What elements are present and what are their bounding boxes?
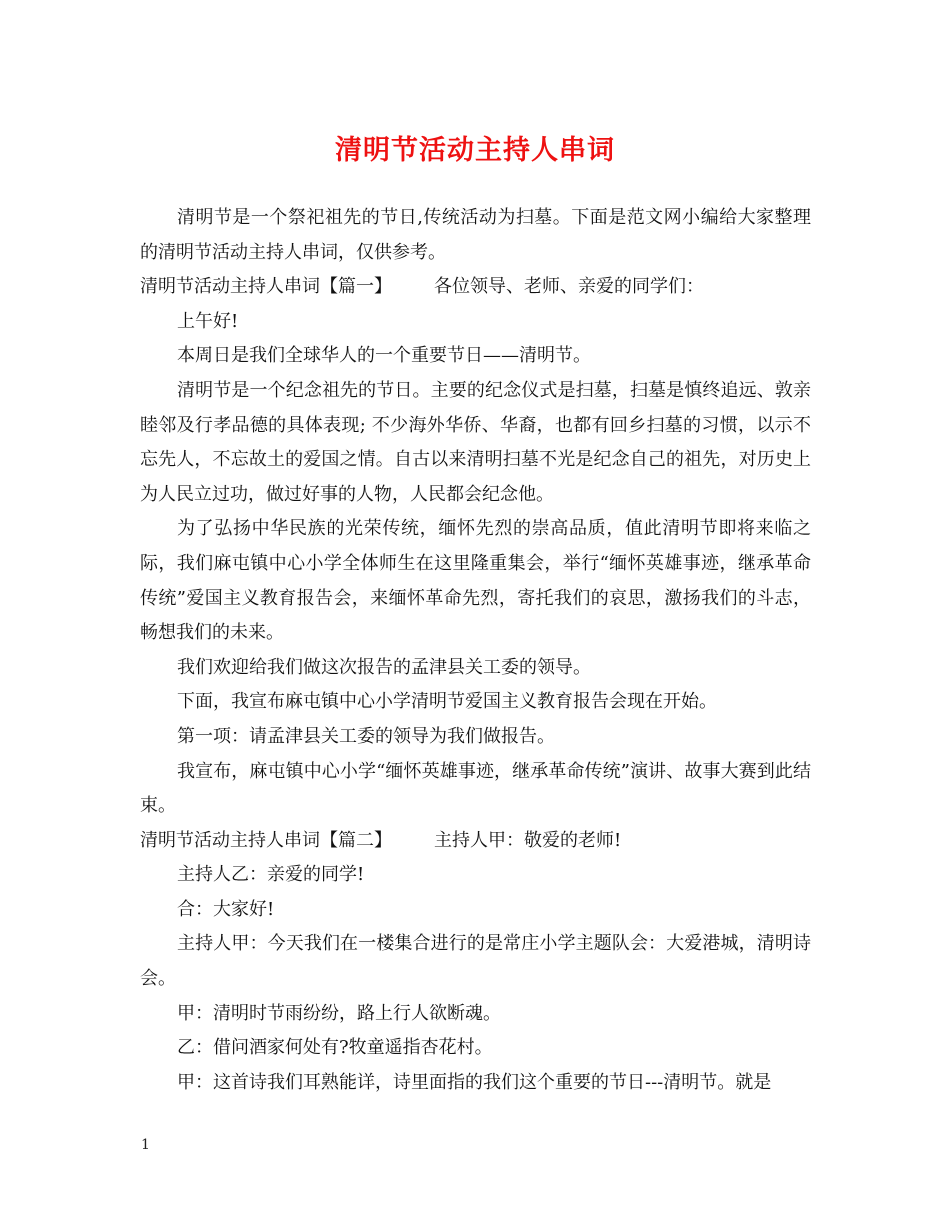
section-2-paragraph: 甲：这首诗我们耳熟能详，诗里面指的我们这个重要的节日---清明节。就是 xyxy=(177,1071,772,1093)
section-1-paragraph: 为了弘扬中华民族的光荣传统，缅怀先烈的崇高品质，值此清明节即将来临之际，我们麻屯镇中心小学全体师生在这里隆重集会，举行“缅怀英雄事迹，继承革命传统”爱国主义教育报告会，来缅怀革命先烈，寄托我们的哀思，激扬我们的斗志，畅想我们的未来。 xyxy=(140,518,811,644)
section-1-paragraph: 我宣布，麻屯镇中心小学“缅怀英雄事迹，继承革命传统”演讲、故事大赛到此结束。 xyxy=(140,760,811,817)
intro-paragraph: 清明节是一个祭祀祖先的节日,传统活动为扫墓。下面是范文网小编给大家整理的清明节活动主持人串词，仅供参考。 xyxy=(140,207,811,263)
section-1-paragraph: 我们欢迎给我们做这次报告的孟津县关工委的领导。 xyxy=(177,656,591,678)
section-2-paragraph: 主持人乙：亲爱的同学! xyxy=(177,864,365,886)
section-1-paragraph: 本周日是我们全球华人的一个重要节日——清明节。 xyxy=(177,345,591,367)
page-number: 1 xyxy=(141,1137,150,1153)
document-body xyxy=(140,201,811,1100)
section-2-greeting: 主持人甲：敬爱的老师! xyxy=(434,829,622,851)
section-1-paragraph: 上午好! xyxy=(177,310,239,332)
section-1-heading-line xyxy=(140,270,811,305)
section-2-heading-line xyxy=(140,824,811,859)
section-2-heading: 清明节活动主持人串词【篇二】 xyxy=(140,829,392,851)
section-2-paragraph: 合：大家好! xyxy=(177,898,275,920)
section-2-paragraph: 甲：清明时节雨纷纷，路上行人欲断魂。 xyxy=(177,1002,501,1024)
section-1-heading: 清明节活动主持人串词【篇一】 xyxy=(140,276,392,298)
section-2-paragraph: 乙：借问酒家何处有?牧童遥指杏花村。 xyxy=(177,1037,493,1059)
section-1-paragraph: 第一项：请孟津县关工委的领导为我们做报告。 xyxy=(177,725,555,747)
section-1-paragraph: 下面，我宣布麻屯镇中心小学清明节爱国主义教育报告会现在开始。 xyxy=(177,691,717,713)
section-1-paragraph: 清明节是一个纪念祖先的节日。主要的纪念仪式是扫墓，扫墓是慎终追远、敦亲睦邻及行孝品德的具体表现; 不少海外华侨、华裔，也都有回乡扫墓的习惯，以示不忘先人，不忘故土的爱国之情。自古以来清明扫墓不光是纪念自己的祖先，对历史上为人民立过功，做过好事的人物，人民都会纪念他。 xyxy=(140,379,811,505)
document-title: 清明节活动主持人串词 xyxy=(335,135,615,166)
section-2-paragraph: 主持人甲：今天我们在一楼集合进行的是常庄小学主题队会：大爱港城，清明诗会。 xyxy=(140,933,811,990)
section-1-greeting: 各位领导、老师、亲爱的同学们： xyxy=(434,276,704,298)
